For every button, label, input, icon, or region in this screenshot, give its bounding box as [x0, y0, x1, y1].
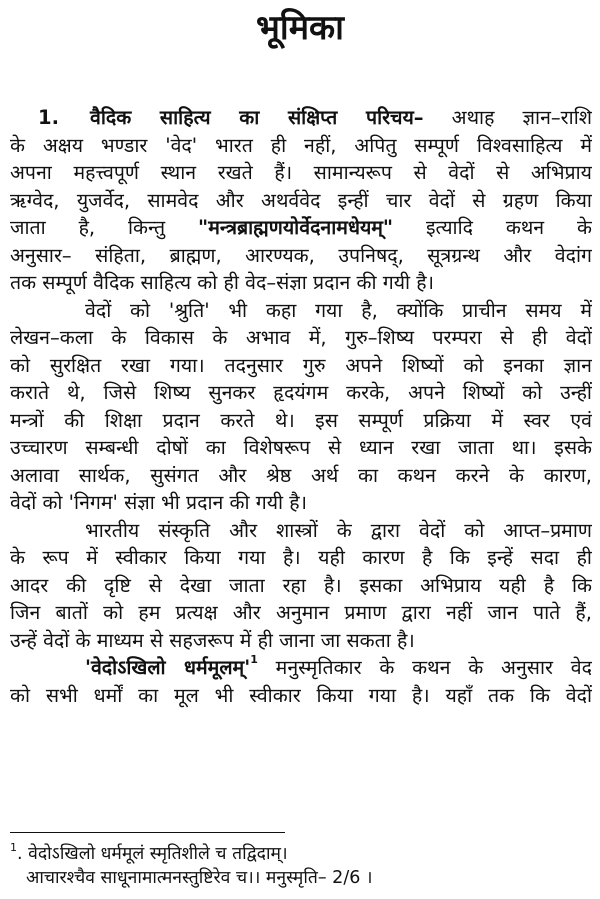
paragraph-3-line-2: के रूप में स्वीकार किया गया है। यही कारण है कि इन्हें सदा ही	[10, 546, 592, 569]
paragraph-3-line-5: उन्हें वेदों के माध्यम से सहजरूप में ही जाना जा सकता है।	[10, 628, 415, 652]
paragraph-3-line-1: भारतीय संस्कृति और शास्त्रों के द्वारा वेदों को आप्त–प्रमाण	[85, 518, 592, 542]
paragraph-2-line-8: वेदों को 'निगम' संज्ञा भी प्रदान की गयी है।	[10, 491, 308, 514]
paragraph-2-line-1: वेदों को 'श्रुति' भी कहा गया है, क्योंकि प्राचीन समय में	[85, 298, 592, 322]
section-heading: वैदिक साहित्य का संक्षिप्त परिचय–	[90, 106, 424, 129]
text-span: मनुस्मृतिकार के कथन के अनुसार वेद	[275, 656, 592, 679]
footnote-line-2: आचारश्चैव साधूनामात्मनस्तुष्टिरेव च।। मनुस्मृति– 2/6 ।	[26, 868, 373, 888]
paragraph-1-line-4: ऋग्वेद, युजर्वेद, सामवेद और अथर्ववेद इन्हीं चार वेदों से ग्रहण किया	[10, 188, 592, 212]
text-span: अथाह ज्ञान–राशि	[451, 106, 592, 129]
paragraph-2-line-7: अलावा सार्थक, सुसंगत और श्रेष्ठ अर्थ का कथन करने के कारण,	[10, 463, 592, 487]
paragraph-2-line-4: कराते थे, जिसे शिष्य सुनकर हृदयंगम करके, अपने शिष्यों को उन्हीं	[10, 381, 592, 404]
footnote-divider	[10, 832, 285, 833]
paragraph-1-line-6: अनुसार– संहिता, ब्राह्मण, आरण्यक, उपनिषद्, सूत्रग्रन्थ और वेदांग	[10, 243, 592, 267]
paragraph-2-line-3: को सुरक्षित रखा गया। तदनुसार गुरु अपने शिष्यों को इनका ज्ञान	[10, 353, 592, 377]
paragraph-1-line-3: अपना महत्त्वपूर्ण स्थान रखते हैं। सामान्यरूप से वेदों से अभिप्राय	[10, 161, 592, 184]
paragraph-1-line-1	[10, 104, 592, 132]
footnote-marker: 1	[10, 841, 17, 854]
paragraph-4-line-1	[10, 654, 592, 682]
paragraph-4-line-2: को सभी धर्मों का मूल भी स्वीकार किया गया है। यहाँ तक कि वेदों	[10, 683, 592, 707]
paragraph-2-line-2: लेखन–कला के विकास के अभाव में, गुरु–शिष्य परम्परा से ही वेदों	[10, 326, 592, 349]
paragraph-1-line-7: तक सम्पूर्ण वैदिक साहित्य को ही वेद–संज्ञा प्रदान की गयी है।	[10, 271, 435, 294]
footnote	[10, 842, 570, 890]
text-span: इत्यादि कथन के	[425, 216, 592, 239]
section-number: 1.	[38, 106, 59, 129]
quoted-phrase: 'वेदोऽखिलो धर्ममूलम्'	[85, 656, 251, 679]
paragraph-2-line-5: मन्त्रों की शिक्षा प्रदान करते थे। इस सम्पूर्ण प्रक्रिया में स्वर एवं	[10, 408, 592, 432]
paragraph-1-line-2: के अक्षय भण्डार 'वेद' भारत ही नहीं, अपितु सम्पूर्ण विश्वसाहित्य में	[10, 133, 592, 157]
paragraph-3-line-3: आदर की दृष्टि से देखा जाता रहा है। इसका अभिप्राय यही है कि	[10, 573, 592, 597]
paragraph-3-line-4: जिन बातों को हम प्रत्यक्ष और अनुमान प्रमाण द्वारा नहीं जान पाते हैं,	[10, 601, 592, 624]
paragraph-2-line-6: उच्चारण सम्बन्धी दोषों का विशेषरूप से ध्यान रखा जाता था। इसके	[10, 436, 592, 459]
paragraph-1-line-5	[10, 214, 592, 242]
text-span: . वेदोऽखिलो धर्ममूलं स्मृतिशीले च तद्विदाम्।	[17, 844, 288, 864]
footnote-reference[interactable]: 1	[250, 654, 258, 666]
page-title: भूमिका	[256, 8, 344, 48]
body-text	[10, 104, 592, 709]
text-span: जाता है, किन्तु	[10, 216, 166, 239]
footnote-line-1	[10, 842, 570, 866]
quoted-phrase: "मन्त्रब्राह्मणयोर्वेदनामधेयम्"	[198, 216, 394, 239]
